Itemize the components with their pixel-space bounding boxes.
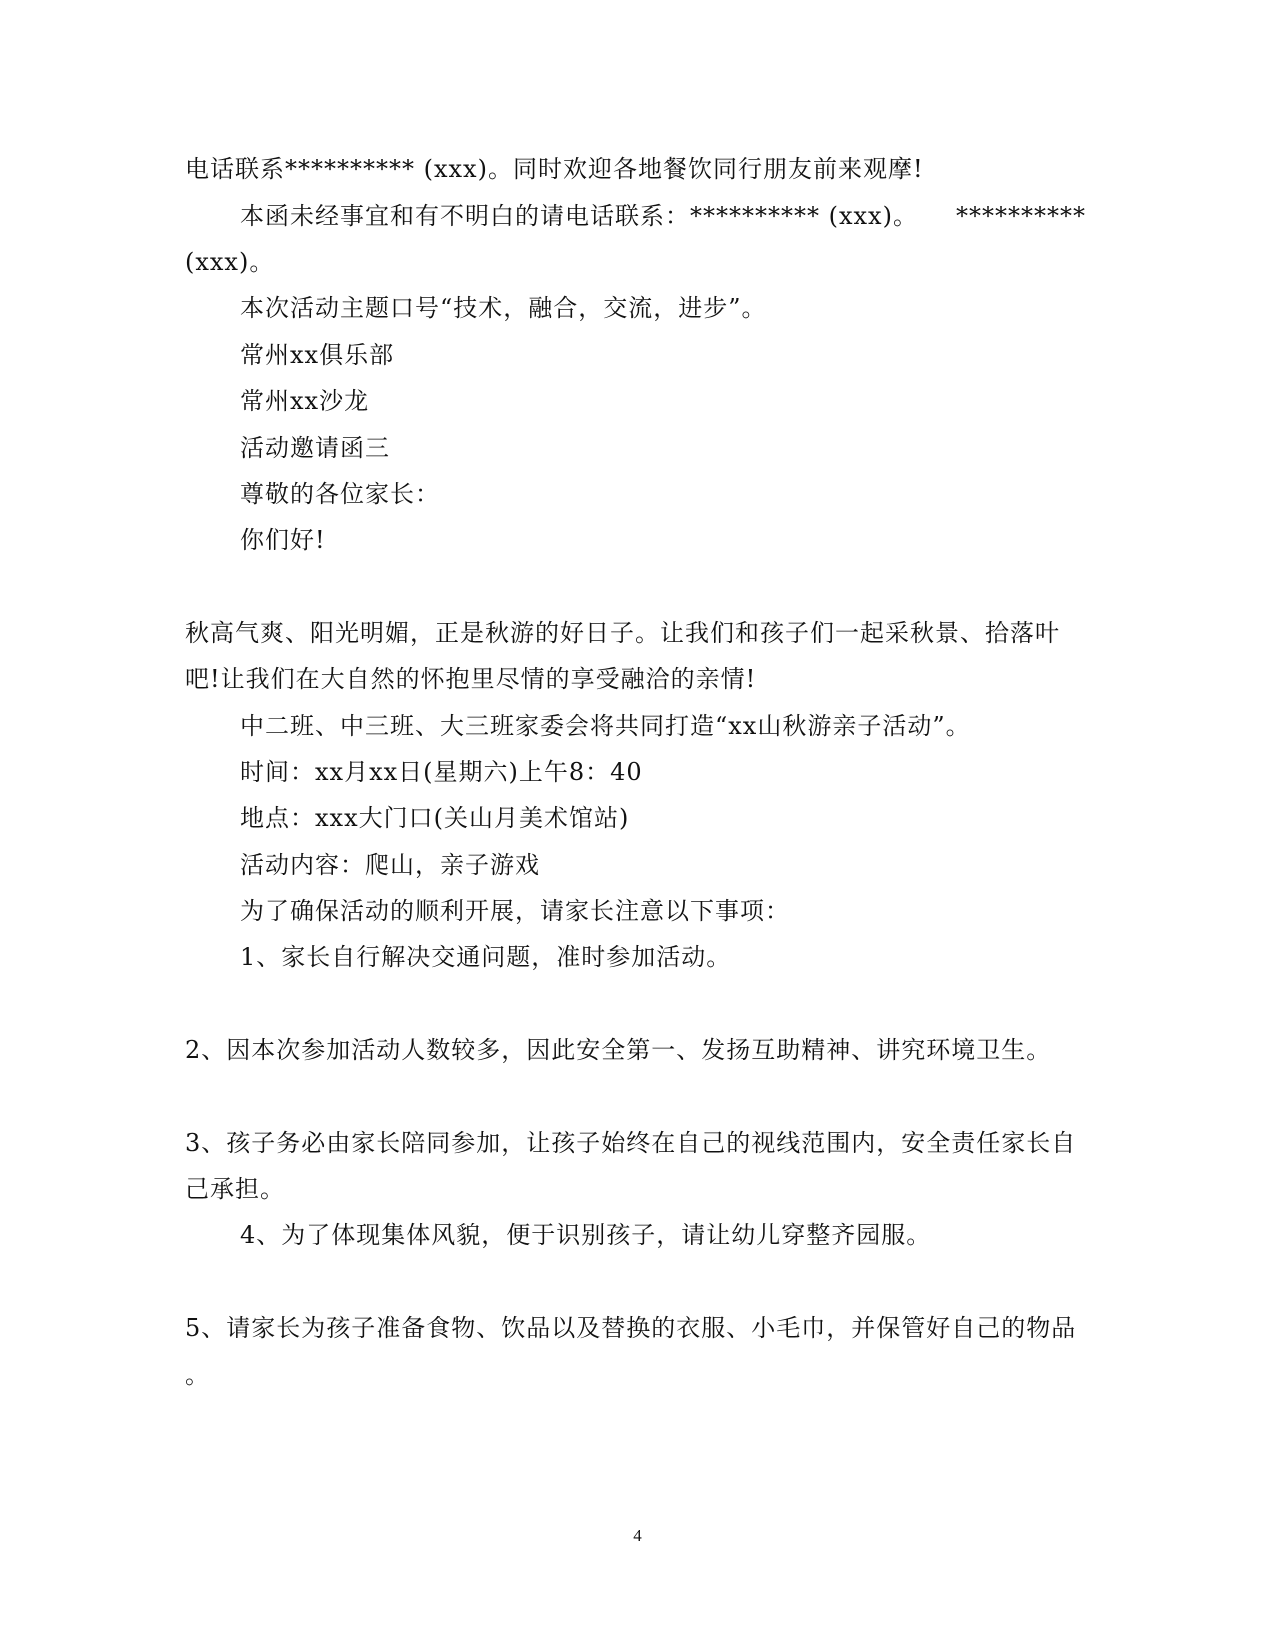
text-line: 常州xx俱乐部 (240, 341, 395, 369)
text-line: 。 (185, 1361, 210, 1389)
text-line: 中二班、中三班、大三班家委会将共同打造“xx山秋游亲子活动”。 (240, 712, 971, 740)
text-line: 吧!让我们在大自然的怀抱里尽情的享受融洽的亲情! (185, 665, 757, 693)
text-line: 活动内容：爬山，亲子游戏 (240, 851, 540, 879)
page-number: 4 (633, 1526, 642, 1545)
text-line: 本次活动主题口号“技术，融合，交流，进步”。 (240, 294, 767, 322)
text-line: 2、因本次参加活动人数较多，因此安全第一、发扬互助精神、讲究环境卫生。 (185, 1036, 1052, 1064)
text-line: 时间：xx月xx日(星期六)上午8：40 (240, 758, 643, 786)
text-line: 己承担。 (185, 1175, 285, 1203)
text-line: 5、请家长为孩子准备食物、饮品以及替换的衣服、小毛巾，并保管好自己的物品 (185, 1314, 1077, 1342)
text-line: 电话联系********** (xxx)。同时欢迎各地餐饮同行朋友前来观摩! (185, 155, 924, 183)
text-line: 本函未经事宜和有不明白的请电话联系：********** (xxx)。 ********** (240, 202, 1086, 230)
text-line: 4、为了体现集体风貌，便于识别孩子，请让幼儿穿整齐园服。 (240, 1221, 932, 1249)
text-line: 为了确保活动的顺利开展，请家长注意以下事项： (240, 897, 790, 925)
text-line: 秋高气爽、阳光明媚，正是秋游的好日子。让我们和孩子们一起采秋景、拾落叶 (185, 619, 1060, 647)
text-line: 常州xx沙龙 (240, 387, 370, 415)
text-line: 活动邀请函三 (240, 434, 390, 462)
text-line: 1、家长自行解决交通问题，准时参加活动。 (240, 943, 732, 971)
text-line: 尊敬的各位家长： (240, 480, 440, 508)
text-line: 你们好! (240, 526, 326, 554)
text-line: 3、孩子务必由家长陪同参加，让孩子始终在自己的视线范围内，安全责任家长自 (185, 1129, 1077, 1157)
text-line: 地点：xxx大门口(关山月美术馆站) (240, 804, 630, 832)
text-line: (xxx)。 (185, 248, 275, 276)
